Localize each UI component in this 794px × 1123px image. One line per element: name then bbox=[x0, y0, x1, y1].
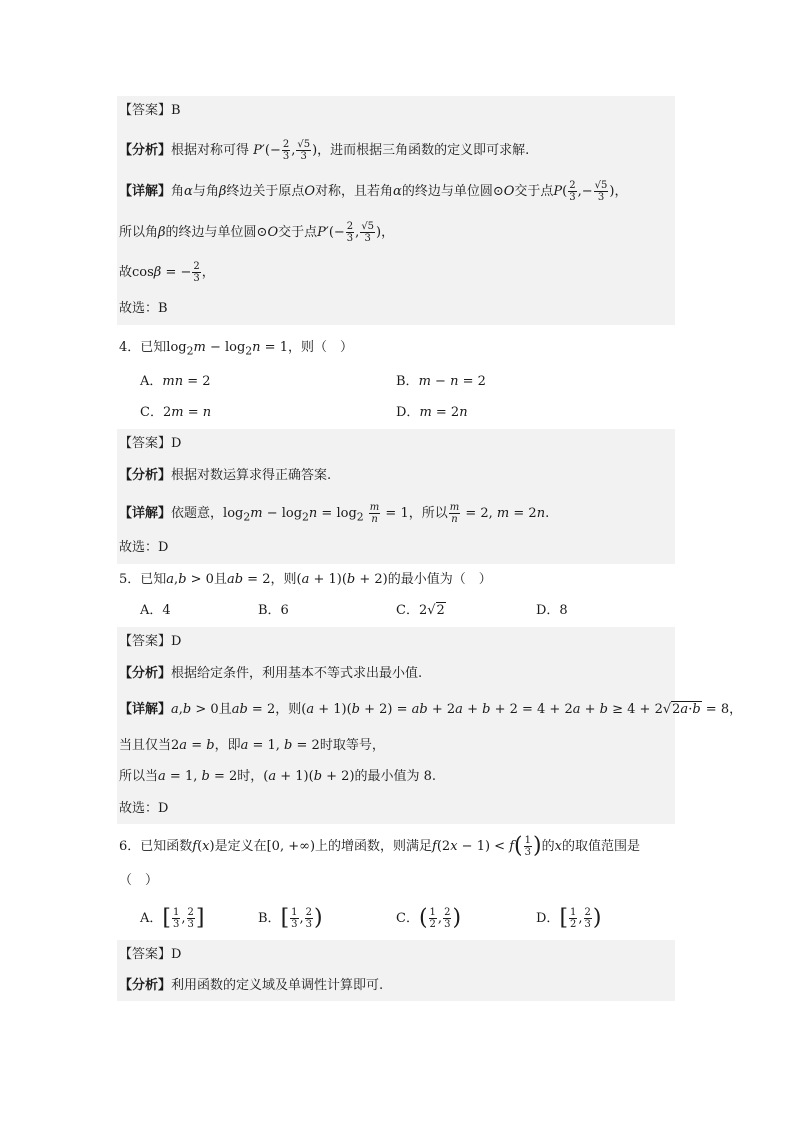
q5-detail-3: 所以当a = 1, b = 2时，(a + 1)(b + 2)的最小值为 8. bbox=[119, 769, 437, 784]
q5-analysis: 【分析】根据给定条件，利用基本不等式求出最小值. bbox=[119, 666, 423, 681]
q4-answer: 【答案】D bbox=[119, 436, 182, 451]
q4-option-c[interactable]: C．2m = n bbox=[140, 405, 212, 420]
q5-stem: 5．已知a,b > 0且ab = 2，则(a + 1)(b + 2)的最小值为（ ） bbox=[119, 572, 492, 587]
q4-option-d[interactable]: D．m = 2n bbox=[396, 405, 468, 420]
q3-detail-3: 故cosβ = − $\frac{2}{3}$ ， bbox=[119, 261, 215, 284]
q6-option-d[interactable]: D．[ $\frac{1}{2}$ , $\frac{2}{3}$ ) bbox=[536, 905, 602, 931]
q6-stem: 6．已知函数f(x)是定义在[0, +∞)上的增函数，则满足f(2x − 1) < f( $\frac{1}{3}$ )的x的取值范围是 bbox=[119, 833, 640, 859]
q4-option-a[interactable]: A．mn = 2 bbox=[140, 374, 211, 389]
q3-analysis: 【分析】根据对称可得 P′(− $\frac{2}{3}$ , $\frac{√5}{3}$ )，进而根据三角函数的定义即可求解. bbox=[119, 139, 530, 162]
q5-option-a[interactable]: A．4 bbox=[140, 603, 171, 618]
answer-block-q3 bbox=[117, 96, 675, 325]
q6-analysis: 【分析】利用函数的定义域及单调性计算即可. bbox=[119, 978, 384, 993]
q4-analysis: 【分析】根据对数运算求得正确答案. bbox=[119, 468, 332, 483]
q4-stem: 4．已知$\log_2m - \log_2n = 1$，则（ ） bbox=[119, 340, 353, 358]
q5-answer: 【答案】D bbox=[119, 634, 182, 649]
q4-option-b[interactable]: B．m − n = 2 bbox=[396, 374, 486, 389]
answer-block-q5 bbox=[117, 627, 675, 824]
q5-detail-2: 当且仅当2a = b，即a = 1, b = 2时取等号， bbox=[119, 738, 385, 753]
q5-option-d[interactable]: D．8 bbox=[536, 603, 568, 618]
q5-option-c[interactable]: C．2√2 bbox=[396, 603, 445, 618]
q3-choose: 故选：B bbox=[119, 301, 168, 316]
q5-choose: 故选：D bbox=[119, 801, 169, 816]
q3-detail-2: 所以角β的终边与单位圆⊙O交于点P′(− $\frac{2}{3}$ , $\frac{√5}{3}$ )， bbox=[119, 221, 395, 244]
q6-option-a[interactable]: A．[ $\frac{1}{3}$ , $\frac{2}{3}$ ] bbox=[140, 905, 205, 931]
q5-option-b[interactable]: B．6 bbox=[258, 603, 289, 618]
q6-stem-paren: （ ） bbox=[119, 873, 159, 888]
q4-choose: 故选：D bbox=[119, 540, 169, 555]
q6-answer: 【答案】D bbox=[119, 947, 182, 962]
q5-detail-1: 【详解】a,b > 0且ab = 2，则(a + 1)(b + 2) = ab + 2a + b + 2 = 4 + 2a + b ≥ 4 + 2√2a·b = 8， bbox=[119, 702, 743, 717]
q3-answer: 【答案】B bbox=[119, 103, 181, 118]
answer-block-q4 bbox=[117, 429, 675, 564]
q3-detail-1: 【详解】角α与角β终边关于原点O对称，且若角α的终边与单位圆⊙O交于点P( $\frac{2}{3}$ ,− $\frac{√5}{3}$ )， bbox=[119, 180, 628, 203]
q6-option-c[interactable]: C．( $\frac{1}{2}$ , $\frac{2}{3}$ ) bbox=[396, 905, 462, 931]
q4-detail: 【详解】依题意，$\log_2m - \log_2n = \log_2$ $\frac{m}{n}$ = 1，所以 $\frac{m}{n}$ = 2, m = 2n. bbox=[119, 502, 550, 525]
q6-option-b[interactable]: B．[ $\frac{1}{3}$ , $\frac{2}{3}$ ) bbox=[258, 905, 323, 931]
